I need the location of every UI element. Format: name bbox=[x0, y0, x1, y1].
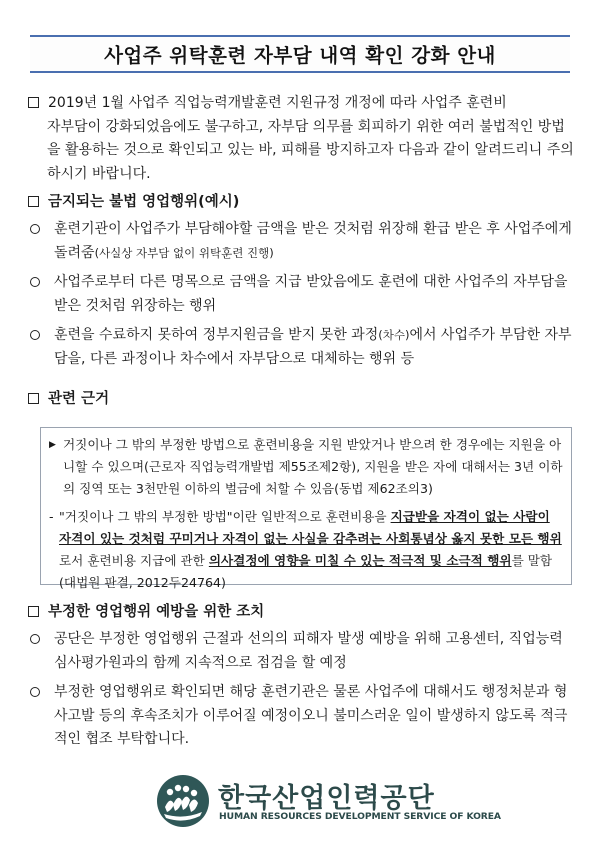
logo-subtitle: HUMAN RESOURCES DEVELOPMENT SERVICE OF KOREA bbox=[219, 811, 501, 822]
prevention-list bbox=[30, 628, 576, 758]
circle-bullet-icon bbox=[30, 277, 40, 287]
page-title: 사업주 위탁훈련 자부담 내역 확인 강화 안내 bbox=[104, 44, 496, 67]
hrdk-emblem-icon bbox=[156, 774, 210, 828]
list-item: 부정한 영업행위로 확인되면 해당 훈련기관은 물론 사업주에 대해서도 행정처분과 형사고발 등의 후속조치가 이루어질 예정이오니 불미스러운 일이 발생하지 않도록 적극적인 협조 부탁합니다. bbox=[30, 681, 576, 752]
list-item: 사업주로부터 다른 명목으로 금액을 지급 받았음에도 훈련에 대한 사업주의 자부담을 받은 것처럼 위장하는 행위 bbox=[30, 271, 576, 318]
title-banner bbox=[30, 35, 570, 73]
list-item: 훈련을 수료하지 못하여 정부지원금을 받지 못한 과정(차수)에서 사업주가 부담한 자부담을, 다른 과정이나 차수에서 자부담으로 대체하는 행위 등 bbox=[30, 324, 576, 371]
legal-reference: ▶ 거짓이나 그 밖의 부정한 방법으로 훈련비용을 지원 받았거나 받으려 한 경우에는 지원을 아니할 수 있으며(근로자 직업능력개발법 제55조제2항), 지원을 받은 자에 대해서는 3년 이하의 징역 또는 3천만원 이하의 벌금에 처할 수 있음(동법 제62조의3) bbox=[49, 434, 563, 500]
organization-logo bbox=[156, 774, 501, 828]
intro-rest: 자부담이 강화되었음에도 불구하고, 자부담 의무를 회피하기 위한 여러 불법적인 방법을 활용하는 것으로 확인되고 있는 바, 피해를 방지하고자 다음과 같이 알려드리니 주의하시기 바랍니다. bbox=[47, 118, 574, 182]
triangle-bullet-icon: ▶ bbox=[49, 440, 56, 450]
section-heading-legal-basis: 관련 근거 bbox=[28, 387, 109, 408]
section-heading-prohibited: 금지되는 불법 영업행위(예시) bbox=[28, 190, 239, 211]
circle-bullet-icon bbox=[30, 330, 40, 340]
legal-basis-box bbox=[40, 427, 572, 590]
square-bullet-icon bbox=[28, 393, 39, 404]
square-bullet-icon bbox=[28, 97, 39, 108]
circle-bullet-icon bbox=[30, 224, 40, 234]
section-heading-prevention: 부정한 영업행위 예방을 위한 조치 bbox=[28, 600, 264, 621]
prohibited-list bbox=[30, 218, 576, 377]
intro-paragraph bbox=[28, 92, 576, 186]
legal-definition: - "거짓이나 그 밖의 부정한 방법"이란 일반적으로 훈련비용을 지급받을 자격이 없는 사람이 자격이 있는 것처럼 꾸미거나 자격이 없는 사실을 감추려는 사회통념상 옳지 못한 모든 행위로서 훈련비용 지급에 관한 의사결정에 영향을 미칠 수 있는 적극적 및 소극적 행위를 말함(대법원 판결, 2012두24764) bbox=[49, 509, 562, 590]
intro-first-line: 2019년 1월 사업주 직업능력개발훈련 지원규정 개정에 따라 사업주 훈련비 bbox=[48, 95, 507, 111]
circle-bullet-icon bbox=[30, 634, 40, 644]
circle-bullet-icon bbox=[30, 687, 40, 697]
list-item: 훈련기관이 사업주가 부담해야할 금액을 받은 것처럼 위장해 환급 받은 후 사업주에게 돌려줌(사실상 자부담 없이 위탁훈련 진행) bbox=[30, 218, 576, 265]
square-bullet-icon bbox=[28, 606, 39, 617]
logo-wordmark: 한국산업인력공단 bbox=[218, 783, 435, 814]
square-bullet-icon bbox=[28, 196, 39, 207]
list-item: 공단은 부정한 영업행위 근절과 선의의 피해자 발생 예방을 위해 고용센터, 직업능력심사평가원과의 함께 지속적으로 점검을 할 예정 bbox=[30, 628, 576, 675]
